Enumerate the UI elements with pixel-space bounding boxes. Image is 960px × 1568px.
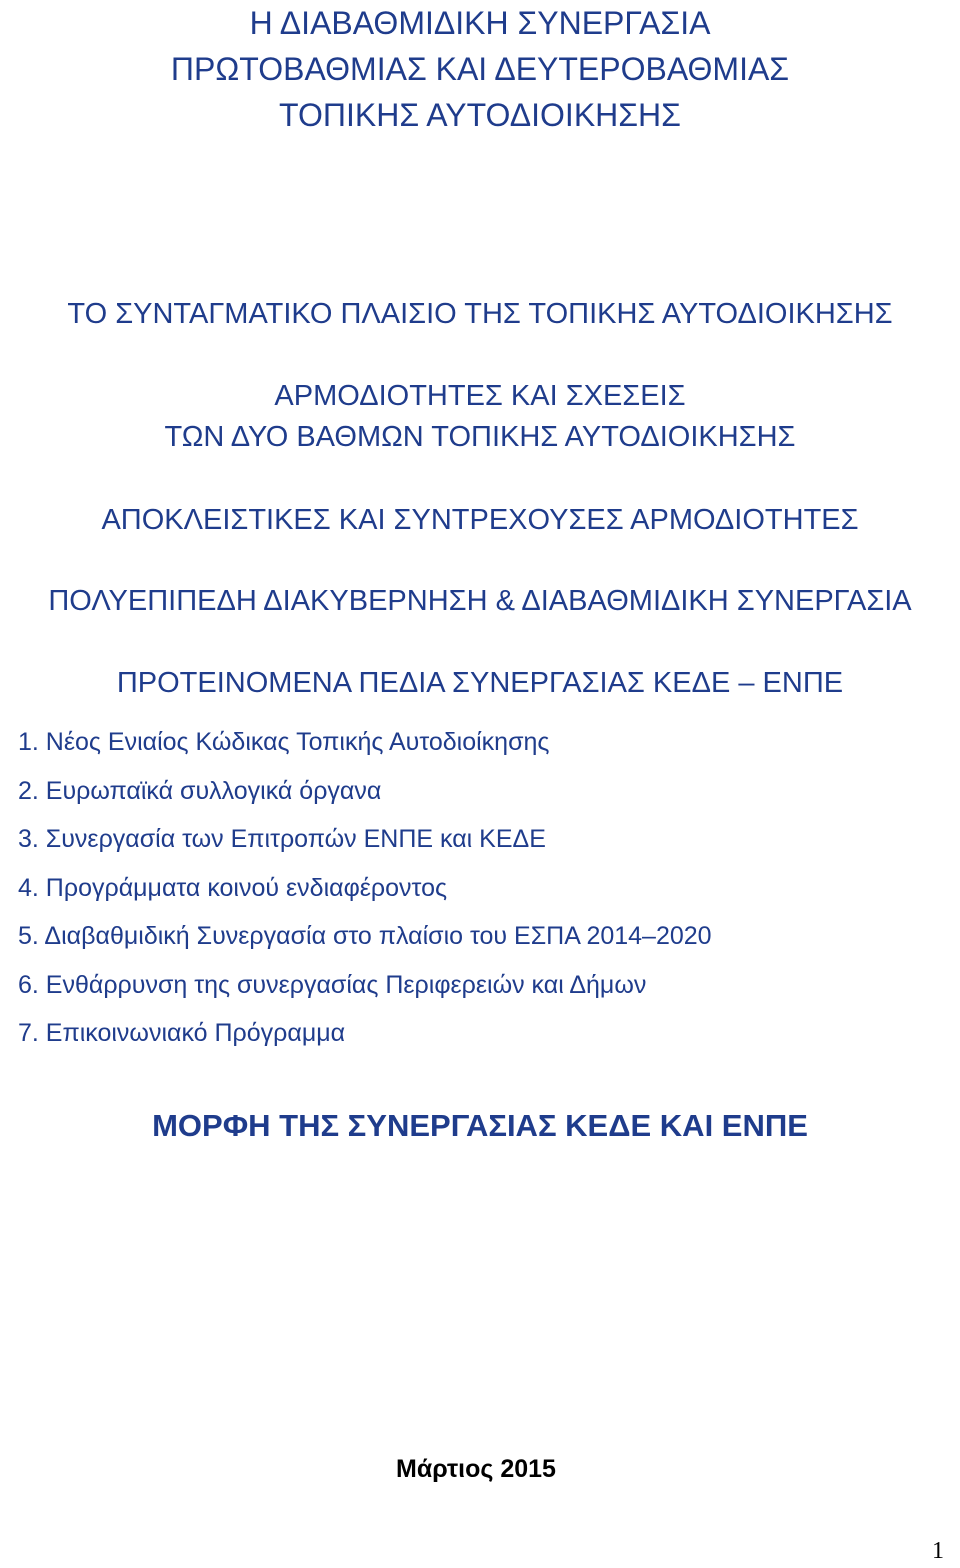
list-item: 4. Προγράμματα κοινού ενδιαφέροντος <box>18 873 448 902</box>
list-item: 1. Νέος Ενιαίος Κώδικας Τοπικής Αυτοδιοίκησης <box>18 728 550 756</box>
title-line-2: ΠΡΩΤΟΒΑΘΜΙΑΣ ΚΑΙ ΔΕΥΤΕΡΟΒΑΘΜΙΑΣ <box>170 51 790 87</box>
list-item: 7. Επικοινωνιακό Πρόγραμμα <box>18 1019 346 1047</box>
list-item: 5. Διαβαθμιδική Συνεργασία στο πλαίσιο του ΕΣΠΑ 2014–2020 <box>18 922 712 950</box>
page-number: 1 <box>932 1538 944 1564</box>
section-heading-multilevel-governance: ΠΟΛΥΕΠΙΠΕΔΗ ΔΙΑΚΥΒΕΡΝΗΣΗ & ΔΙΑΒΑΘΜΙΔΙΚΗ ΣΥΝΕΡΓΑΣΙΑ <box>48 585 912 617</box>
list-item: 6. Ενθάρρυνση της συνεργασίας Περιφερειών και Δήμων <box>18 970 647 999</box>
cooperation-form-heading: ΜΟΡΦΗ ΤΗΣ ΣΥΝΕΡΓΑΣΙΑΣ ΚΕΔΕ ΚΑΙ ΕΝΠΕ <box>152 1108 808 1143</box>
list-item: 3. Συνεργασία των Επιτροπών ΕΝΠΕ και ΚΕΔΕ <box>18 825 546 853</box>
list-item: 2. Ευρωπαϊκά συλλογικά όργανα <box>18 776 382 805</box>
title-line-3: ΤΟΠΙΚΗΣ ΑΥΤΟΔΙΟΙΚΗΣΗΣ <box>279 97 681 133</box>
proposed-fields-list <box>18 718 712 1058</box>
section-heading-exclusive-competences: ΑΠΟΚΛΕΙΣΤΙΚΕΣ ΚΑΙ ΣΥΝΤΡΕΧΟΥΣΕΣ ΑΡΜΟΔΙΟΤΗΤΕΣ <box>101 504 859 536</box>
section-heading-competences-line-2: ΤΩΝ ΔΥΟ ΒΑΘΜΩΝ ΤΟΠΙΚΗΣ ΑΥΤΟΔΙΟΙΚΗΣΗΣ <box>164 421 796 453</box>
section-heading-constitutional-framework: ΤΟ ΣΥΝΤΑΓΜΑΤΙΚΟ ΠΛΑΙΣΙΟ ΤΗΣ ΤΟΠΙΚΗΣ ΑΥΤΟΔΙΟΙΚΗΣΗΣ <box>67 298 893 330</box>
section-heading-competences-line-1: ΑΡΜΟΔΙΟΤΗΤΕΣ ΚΑΙ ΣΧΕΣΕΙΣ <box>274 380 686 412</box>
section-heading-proposed-fields: ΠΡΟΤΕΙΝΟΜΕΝΑ ΠΕΔΙΑ ΣΥΝΕΡΓΑΣΙΑΣ ΚΕΔΕ – ΕΝΠΕ <box>116 667 844 699</box>
document-title <box>0 0 960 138</box>
title-line-1: Η ΔΙΑΒΑΘΜΙΔΙΚΗ ΣΥΝΕΡΓΑΣΙΑ <box>249 5 711 41</box>
document-date: Μάρτιος 2015 <box>396 1455 556 1483</box>
